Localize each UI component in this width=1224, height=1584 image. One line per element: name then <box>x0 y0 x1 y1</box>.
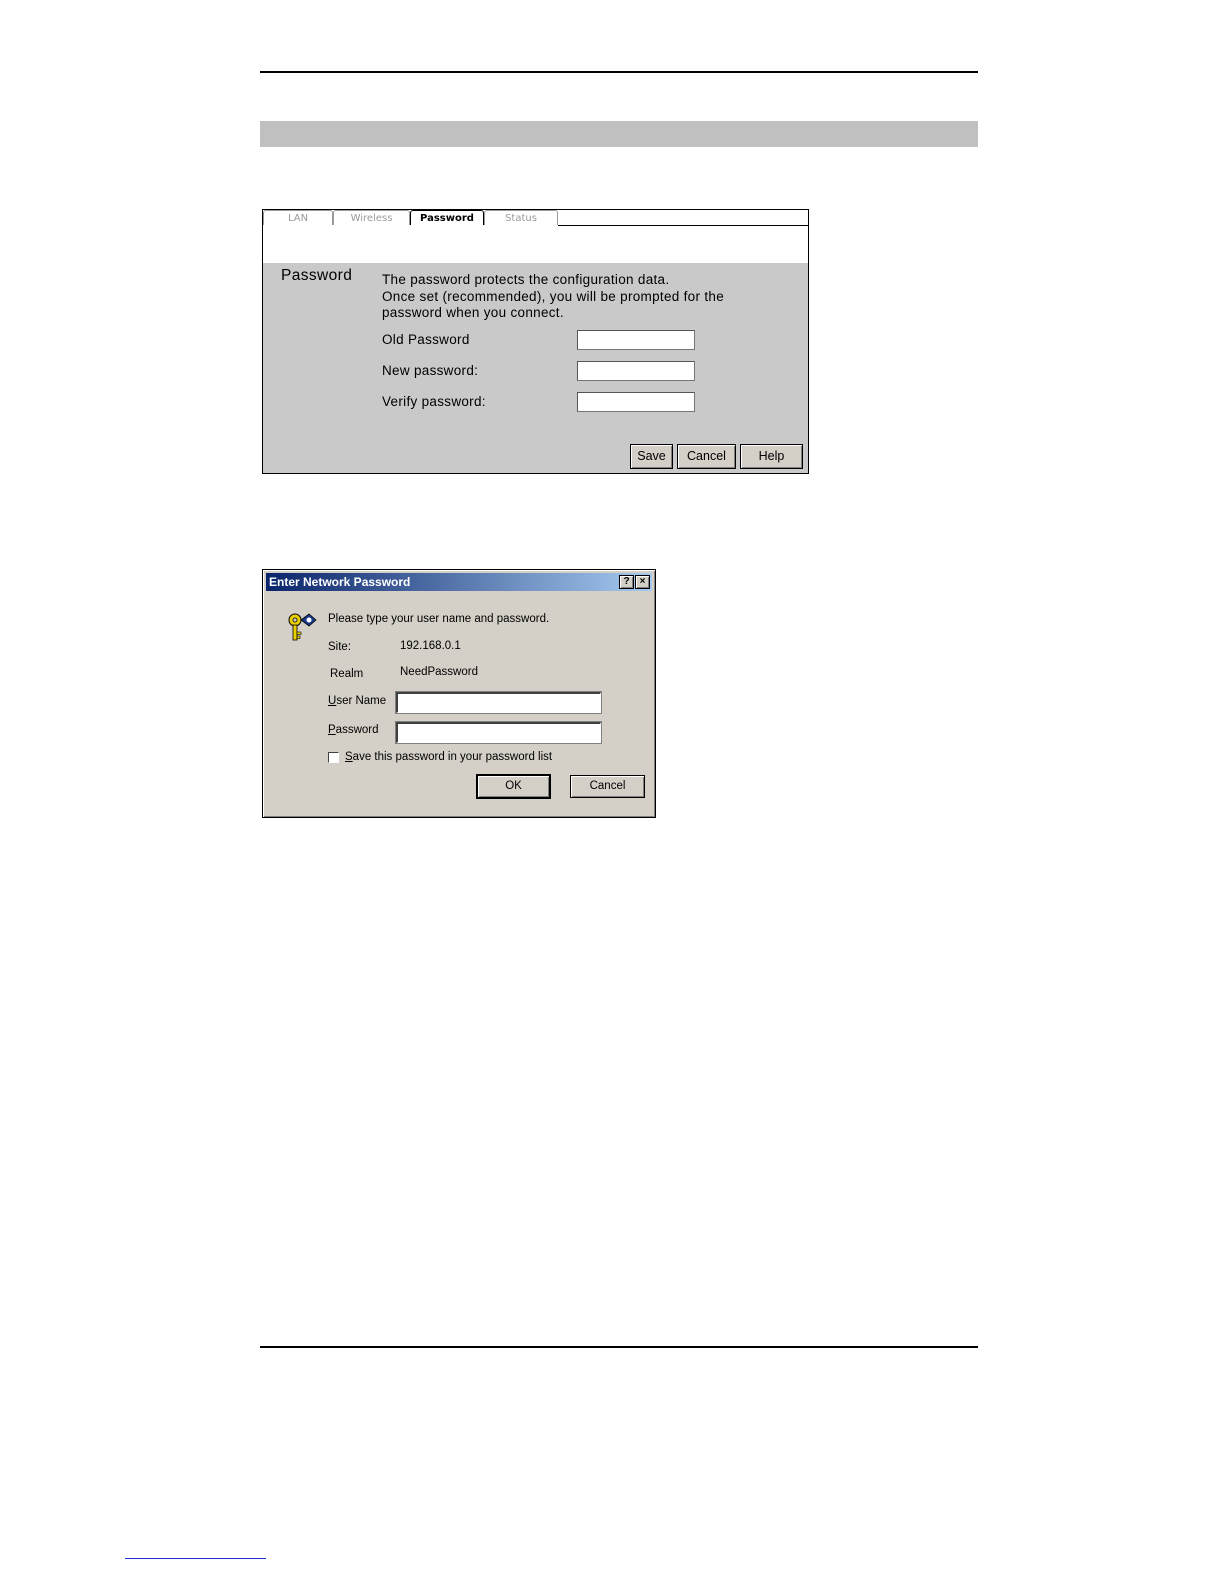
new-password-label: New password: <box>382 363 479 378</box>
save-password-checkbox[interactable] <box>328 752 339 763</box>
password-input[interactable] <box>396 722 601 743</box>
close-icon[interactable]: × <box>635 575 650 589</box>
password-panel <box>263 263 808 473</box>
key-icon <box>285 610 319 644</box>
tab-lan[interactable]: LAN <box>263 210 333 225</box>
section-heading-bar <box>260 121 978 147</box>
save-button[interactable]: Save <box>630 444 673 469</box>
dialog-titlebar[interactable] <box>266 573 652 591</box>
tab-wireless[interactable]: Wireless <box>333 210 410 225</box>
username-input[interactable] <box>396 692 601 713</box>
network-password-dialog <box>262 569 656 818</box>
page-footer-rule <box>260 1346 978 1348</box>
new-password-input[interactable] <box>577 361 695 381</box>
description-line: password when you connect. <box>382 305 564 320</box>
realm-value: NeedPassword <box>400 666 478 678</box>
site-value: 192.168.0.1 <box>400 640 461 652</box>
panel-description <box>382 272 792 322</box>
tab-baseline <box>558 225 808 226</box>
site-label: Site: <box>328 641 352 653</box>
verify-password-input[interactable] <box>577 392 695 412</box>
old-password-input[interactable] <box>577 330 695 350</box>
cancel-button[interactable]: Cancel <box>677 444 736 469</box>
dialog-cancel-button[interactable]: Cancel <box>570 775 645 798</box>
help-question-icon[interactable]: ? <box>619 575 634 589</box>
tab-password[interactable]: Password <box>410 210 484 225</box>
tab-strip <box>263 210 808 226</box>
ok-button[interactable]: OK <box>477 775 550 798</box>
page-header-rule <box>260 71 978 73</box>
old-password-label: Old Password <box>382 332 470 347</box>
save-password-label[interactable]: Save this password in your password list <box>345 751 553 763</box>
tab-status[interactable]: Status <box>484 210 558 225</box>
username-label: User Name <box>328 695 387 707</box>
password-label: Password <box>328 724 379 736</box>
dialog-title: Enter Network Password <box>269 575 411 589</box>
router-config-screenshot <box>262 209 809 474</box>
footnote-separator <box>125 1558 266 1559</box>
description-line: The password protects the configuration data. <box>382 272 670 287</box>
dialog-prompt: Please type your user name and password. <box>328 613 550 625</box>
realm-label: Realm <box>330 668 364 680</box>
verify-password-label: Verify password: <box>382 394 486 409</box>
panel-heading: Password <box>281 267 353 284</box>
description-line: Once set (recommended), you will be prompted for the <box>382 288 724 304</box>
help-button[interactable]: Help <box>740 444 803 469</box>
